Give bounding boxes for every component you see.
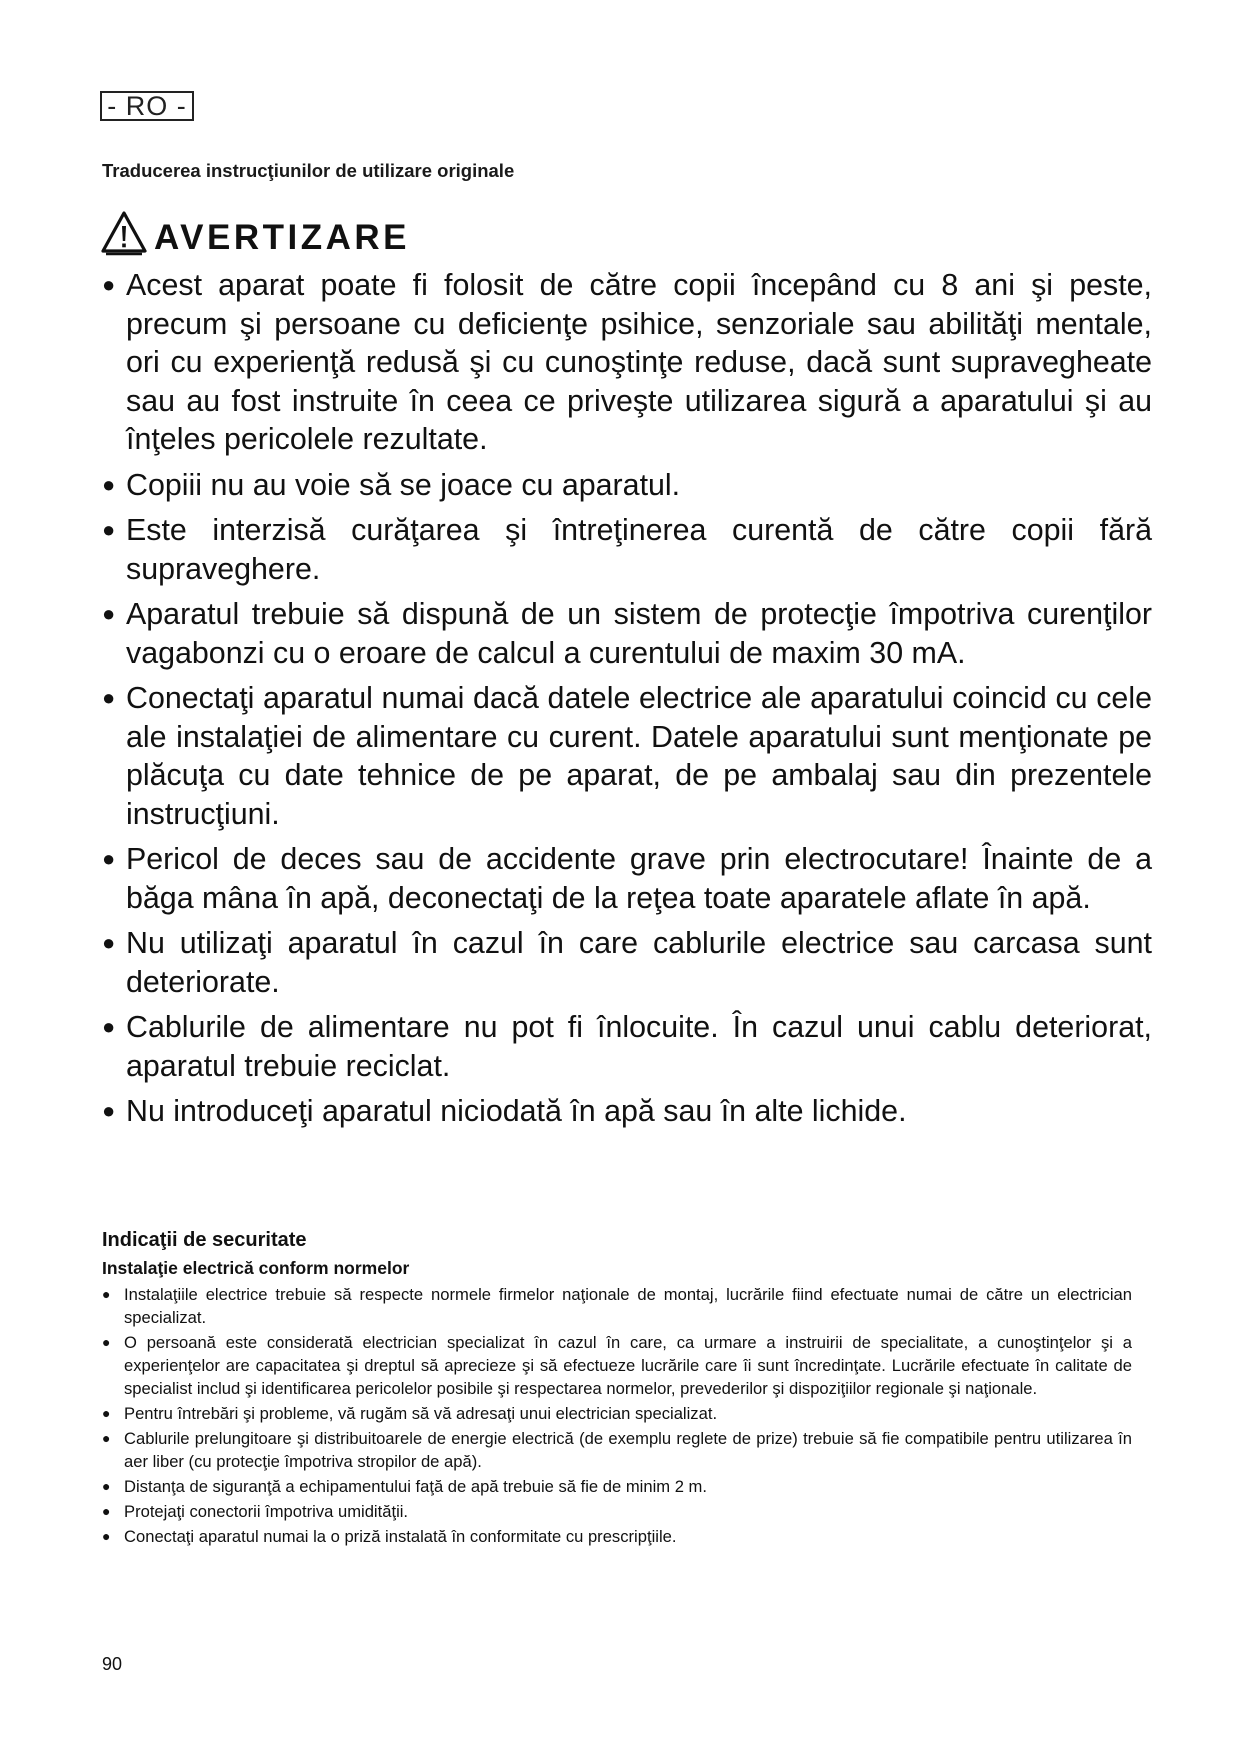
- warning-item-text: Copiii nu au voie să se joace cu aparatul.: [126, 467, 681, 502]
- warning-list: [102, 266, 1152, 1138]
- warning-item: [102, 466, 1152, 505]
- safety-item: [102, 1525, 1132, 1548]
- safety-list: [102, 1283, 1132, 1550]
- bullet-icon: ●: [102, 846, 116, 871]
- page-number: 90: [102, 1654, 123, 1674]
- safety-item-text: O persoană este considerată electrician specializat în cazul în care, ca urmare a instruirii de specialitate, a cunoştinţelor şi a experienţelor are capacitatea şi dreptul să aprecieze şi să efectueze lucrările care îi sunt încredinţate. Lucrările efectuate în calitate de specialist includ şi identificarea pericolelor posibile şi respectarea normelor, prevederilor şi dispoziţiilor regionale şi naţionale.: [124, 1333, 1132, 1398]
- warning-item-text: Acest aparat poate fi folosit de către copii începând cu 8 ani şi peste, precum şi persoane cu deficienţe psihice, senzoriale sau abilităţi mentale, ori cu experienţă redusă şi cu cunoştinţe reduse, dacă sunt supravegheate sau au fost instruite în ceea ce priveşte utilizarea sigură a aparatului şi au înţeles pericolele rezultate.: [126, 268, 1152, 456]
- bullet-icon: ●: [102, 685, 116, 710]
- bullet-icon: ●: [102, 601, 116, 626]
- warning-item: [102, 840, 1152, 917]
- document-subtitle: Traducerea instrucţiunilor de utilizare originale: [102, 160, 515, 181]
- warning-title: AVERTIZARE: [154, 218, 411, 257]
- warning-item: [102, 924, 1152, 1001]
- bullet-icon: ●: [102, 1334, 111, 1350]
- warning-item: [102, 1008, 1152, 1085]
- safety-item: [102, 1331, 1132, 1400]
- bullet-icon: ●: [102, 1478, 111, 1494]
- warning-item-text: Nu utilizaţi aparatul în cazul în care cablurile electrice sau carcasa sunt deteriorate.: [126, 926, 1152, 999]
- safety-item: [102, 1475, 1132, 1498]
- bullet-icon: ●: [102, 1430, 111, 1446]
- warning-item: [102, 595, 1152, 672]
- bullet-icon: ●: [102, 272, 116, 297]
- bullet-icon: ●: [102, 930, 116, 955]
- bullet-icon: ●: [102, 1014, 116, 1039]
- warning-item: [102, 679, 1152, 833]
- warning-item: [102, 266, 1152, 459]
- safety-item: [102, 1427, 1132, 1473]
- bullet-icon: ●: [102, 1528, 111, 1544]
- warning-item-text: Conectaţi aparatul numai dacă datele electrice ale aparatului coincid cu cele ale instalaţiei de alimentare cu curent. Datele aparatului sunt menţionate pe plăcuţa cu date tehnice de pe aparat, de pe ambalaj sau din prezentele instrucţiuni.: [126, 681, 1152, 831]
- bullet-icon: ●: [102, 1405, 111, 1421]
- warning-heading: [100, 204, 410, 256]
- bullet-icon: ●: [102, 1098, 116, 1123]
- safety-section-title: Indicaţii de securitate: [102, 1229, 307, 1251]
- safety-item: [102, 1500, 1132, 1523]
- safety-item-text: Distanţa de siguranţă a echipamentului faţă de apă trebuie să fie de minim 2 m.: [124, 1477, 707, 1496]
- safety-item: [102, 1283, 1132, 1329]
- warning-item-text: Cablurile de alimentare nu pot fi înlocuite. În cazul unui cablu deteriorat, aparatul trebuie reciclat.: [126, 1010, 1152, 1083]
- language-tag: - RO -: [100, 91, 194, 121]
- bullet-icon: ●: [102, 1286, 111, 1302]
- safety-item-text: Instalaţiile electrice trebuie să respecte normele firmelor naţionale de montaj, lucrările fiind efectuate numai de către un electrician specializat.: [124, 1285, 1132, 1327]
- safety-item-text: Pentru întrebări şi probleme, vă rugăm să vă adresaţi unui electrician specializat.: [124, 1404, 718, 1423]
- warning-item-text: Nu introduceţi aparatul niciodată în apă sau în alte lichide.: [126, 1094, 907, 1128]
- bullet-icon: ●: [102, 1503, 111, 1519]
- bullet-icon: ●: [102, 517, 116, 542]
- warning-item: [102, 1092, 1152, 1131]
- safety-item-text: Protejaţi conectorii împotriva umidităţii.: [124, 1502, 409, 1521]
- warning-item: [102, 511, 1152, 588]
- safety-item-text: Conectaţi aparatul numai la o priză instalată în conformitate cu prescripţiile.: [124, 1527, 677, 1546]
- warning-item-text: Este interzisă curăţarea şi întreţinerea curentă de către copii fără supraveghere.: [126, 513, 1152, 586]
- safety-section-subtitle: Instalaţie electrică conform normelor: [102, 1258, 410, 1278]
- warning-triangle-icon: [100, 210, 148, 256]
- bullet-icon: ●: [102, 471, 116, 497]
- warning-item-text: Aparatul trebuie să dispună de un sistem de protecţie împotriva curenţilor vagabonzi cu o eroare de calcul a curentului de maxim 30 mA.: [126, 597, 1152, 670]
- safety-item: [102, 1402, 1132, 1425]
- warning-item-text: Pericol de deces sau de accidente grave prin electrocutare! Înainte de a băga mâna în apă, deconectaţi de la reţea toate aparatele aflate în apă.: [126, 842, 1152, 915]
- safety-item-text: Cablurile prelungitoare şi distribuitoarele de energie electrică (de exemplu reglete de prize) trebuie să fie compatibile pentru utilizarea în aer liber (cu protecţie împotriva stropilor de apă).: [124, 1429, 1132, 1471]
